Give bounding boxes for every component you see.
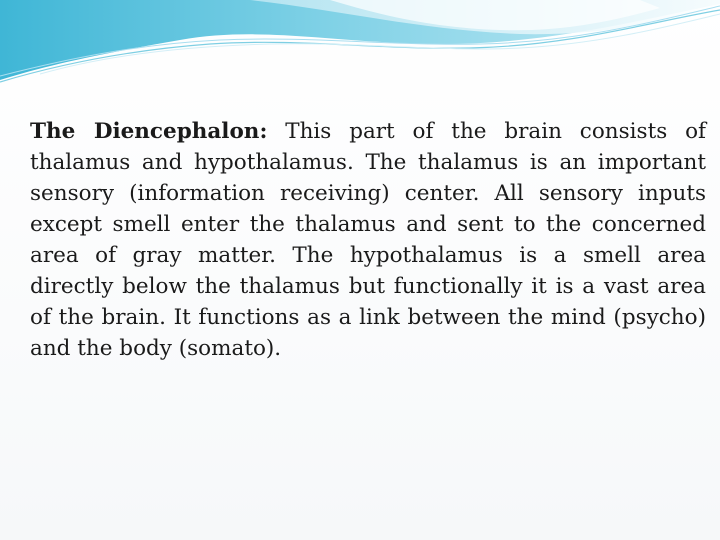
slide-heading: The Diencephalon: [30,119,268,144]
slide-body-paragraph [30,116,706,364]
slide-body-text: This part of the brain consists of thalamus and hypothalamus. The thalamus is an important sensory (information receiving) center. All sensory inputs except smell enter the thalamus and sent to the concerned area of gray matter. The hypothalamus is a smell area directly below the thalamus but functionally it is a vast area of the brain. It functions as a link between the mind (psycho) and the body (somato). [30,119,707,361]
header-wave-decoration [0,0,720,90]
